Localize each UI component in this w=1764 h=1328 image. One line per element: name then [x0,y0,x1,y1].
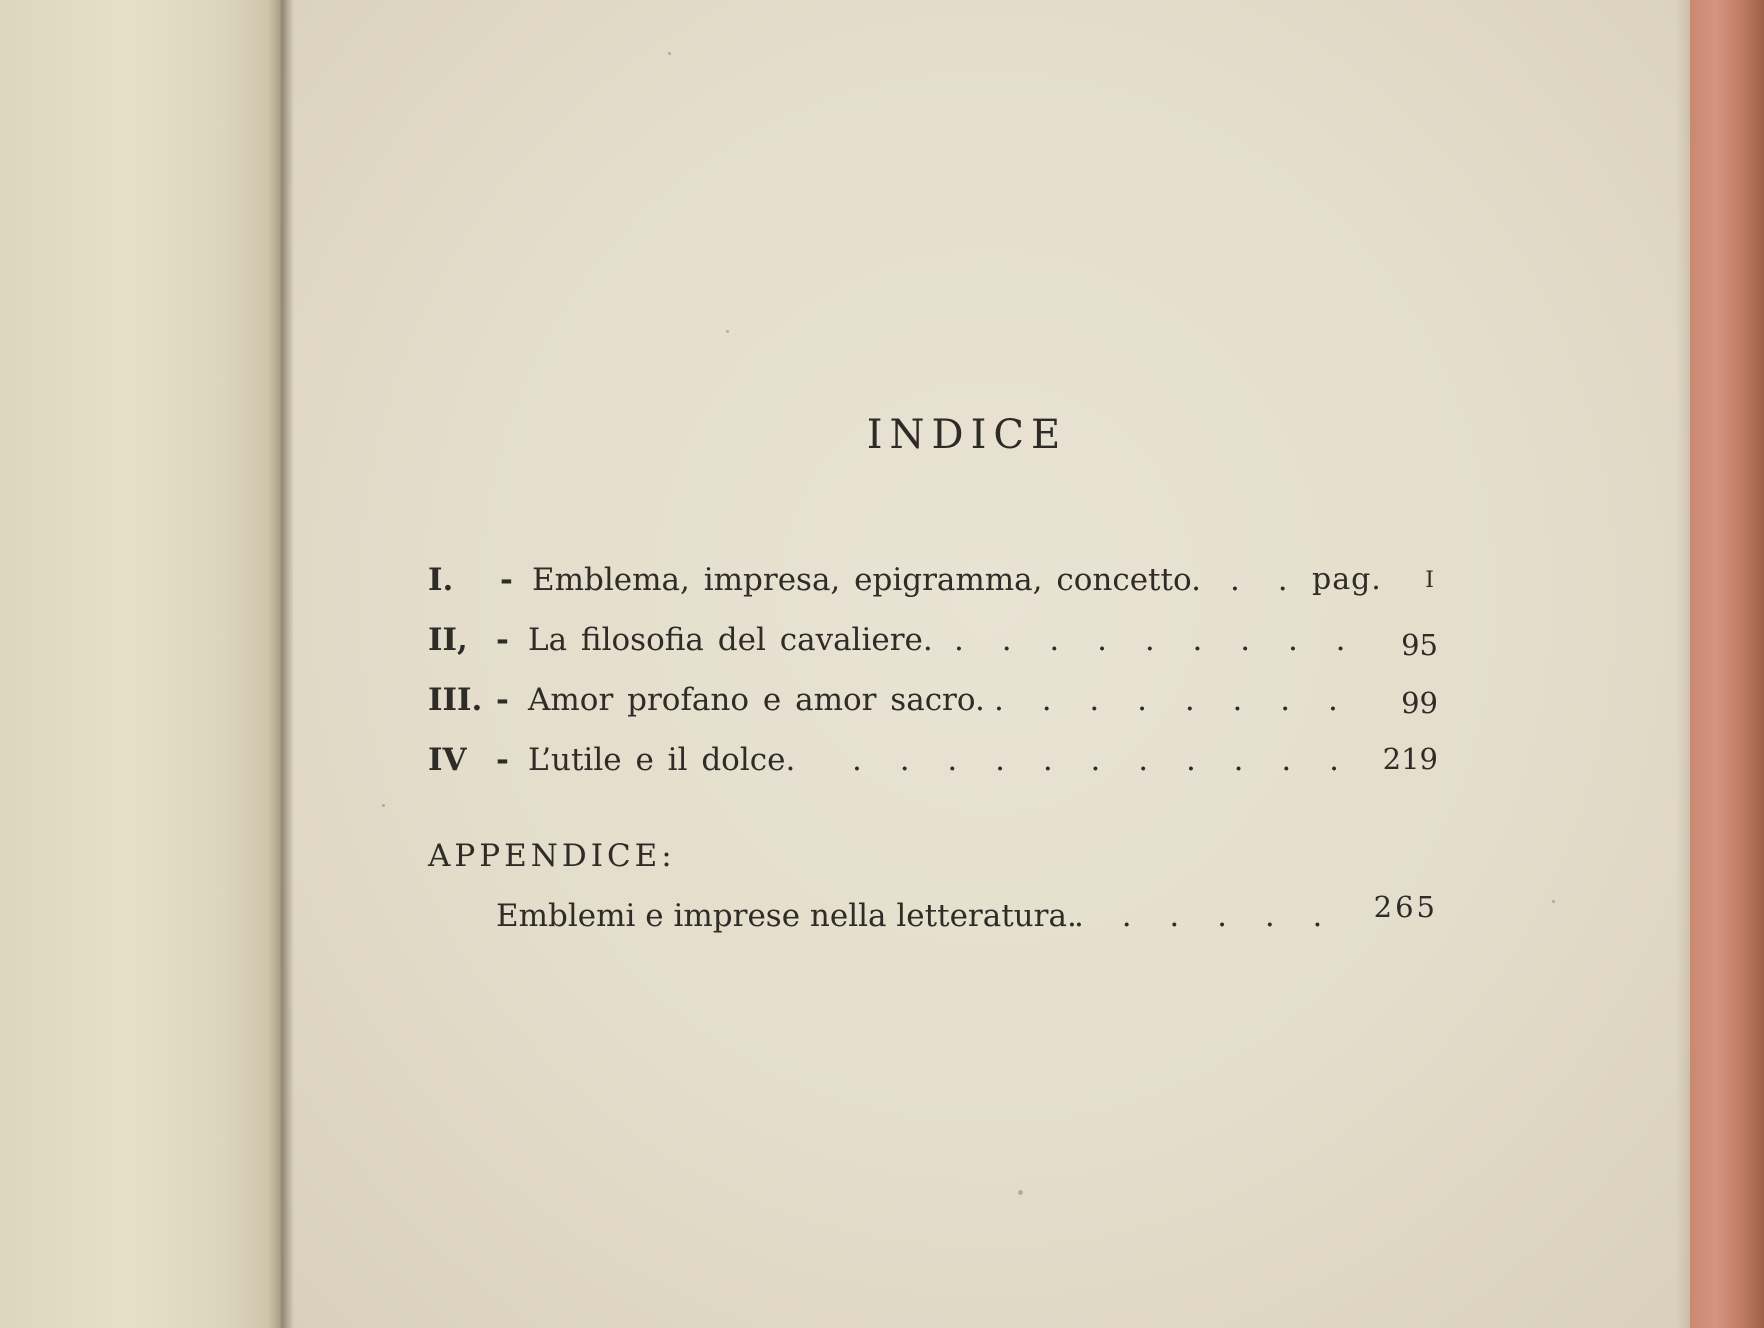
toc-entry-2 [428,622,1438,668]
entry-title: L’utile e il dolce. [528,742,796,778]
entry-number: II, [428,622,468,658]
book-cover-edge [1690,0,1764,1328]
entry-number: IV [428,742,467,778]
paper-speck [726,330,729,333]
entry-number: I. [428,562,454,598]
entry-number: III. [428,682,483,718]
entry-page: 95 [1401,628,1438,662]
toc-entry-3 [428,682,1438,728]
entry-leader: . . . . . . . . . . . [852,742,1353,778]
book-gutter [268,0,294,1328]
paper-speck [668,52,671,55]
entry-leader: . . [1230,562,1302,598]
appendix-leader: . . . . . . [1074,898,1337,934]
page-title: INDICE [866,412,1068,458]
entry-page: I [1425,568,1434,593]
entry-page: 99 [1401,686,1438,720]
entry-dash: - [496,742,509,778]
entry-dash: - [500,562,513,598]
appendix-page: 265 [1373,890,1438,924]
paper-speck [1018,1190,1023,1195]
entry-leader: . . . . . . . . . [954,622,1360,658]
entry-title: Emblema, impresa, epigramma, concetto. [532,562,1201,598]
appendix-title: Emblemi e imprese nella letteratura. [496,898,1077,934]
left-page [0,0,282,1328]
toc-entry-4 [428,742,1438,788]
entry-title: Amor profano e amor sacro. [528,682,985,718]
entry-leader: . . . . . . . . [994,682,1352,718]
entry-dash: - [496,682,509,718]
paper-speck [382,804,385,807]
appendix-entry [496,890,1438,944]
entry-title: La filosofia del cavaliere. [528,622,933,658]
pag-label: pag. [1312,562,1382,597]
toc-entry-1 [428,562,1438,608]
entry-dash: - [496,622,509,658]
appendix-heading: APPENDICE: [428,838,676,874]
paper-speck [1552,900,1555,903]
entry-page: 219 [1382,742,1438,776]
